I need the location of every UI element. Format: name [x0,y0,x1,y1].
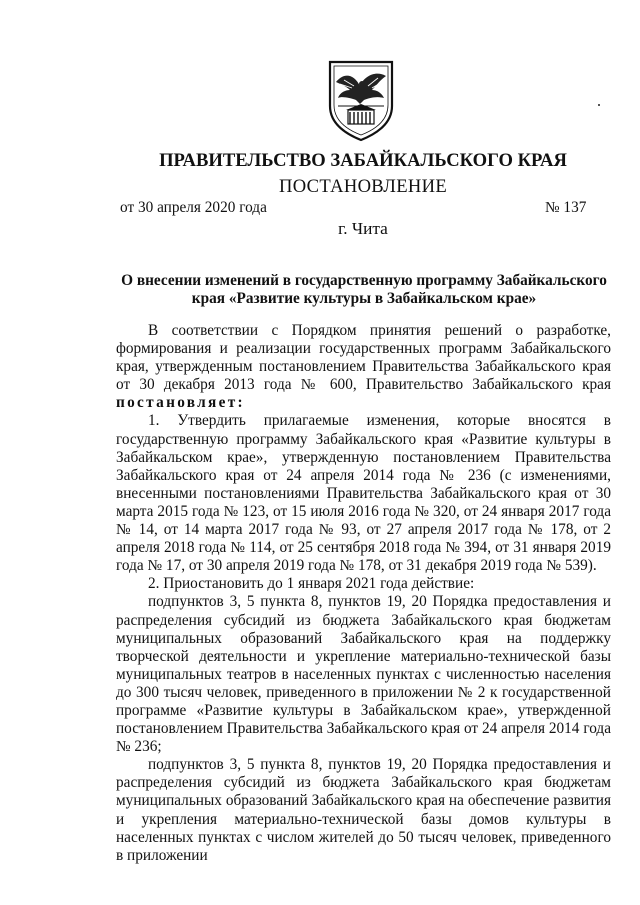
document-body [116,322,611,865]
document-city: г. Чита [338,219,388,238]
preamble-text: В соответствии с Порядком принятия решений о разработке, формирования и реализации государственных программ Забайкальского края, утвержденным постановлением Правительства Забайкальского края от 30 декабря 2013 года № 600, Правительство Забайкальского края [116,322,611,394]
item-2-paragraph: 2. Приостановить до 1 января 2021 года действие: [148,575,475,593]
item-1-paragraph: 1. Утвердить прилагаемые изменения, которые вносятся в государственную программу Забайкальского края «Развитие культуры в Забайкальском крае», утвержденную постановлением Правительства Забайкальского края от 24 апреля 2014 года № 236 (с изменениями, внесенными постановлениями Правительства Забайкальского края от 30 марта 2015 года № 123, от 15 июля 2016 года № 320, от 24 января 2017 года № 14, от 14 марта 2017 года № 93, от 27 апреля 2017 года № 178, от 2 апреля 2018 года № 114, от 25 сентября 2018 года № 394, от 31 января 2019 года № 17, от 30 апреля 2019 года № 178, от 31 декабря 2019 года № 539). [116,412,611,575]
subitem-2-paragraph: подпунктов 3, 5 пункта 8, пунктов 19, 20 Порядка предоставления и распределения субсидий из бюджета Забайкальского края бюджетам муниципальных образований Забайкальского края на обеспечение развития и укрепления материально-технической базы домов культуры в населенных пунктах с числом жителей до 50 тысяч человек, приведенного в приложении [116,756,611,864]
subitem-1-paragraph: подпунктов 3, 5 пункта 8, пунктов 19, 20 Порядка предоставления и распределения субсидий из бюджета Забайкальского края бюджетам муниципальных образований Забайкальского края на поддержку творческой деятельности и укрепление материально-технической базы муниципальных театров в населенных пунктах с численностью населения до 300 тысяч человек, приведенного в приложении № 2 к государственной программе «Развитие культуры в Забайкальском крае», утвержденной постановлением Правительства Забайкальского края от 24 апреля 2014 года № 236; [116,593,611,756]
resolves-word: постановляет [116,394,238,412]
preamble-paragraph [116,322,611,412]
document-date: от 30 апреля 2020 года [120,199,267,216]
document-type: ПОСТАНОВЛЕНИЕ [279,176,447,197]
organization-name: ПРАВИТЕЛЬСТВО ЗАБАЙКАЛЬСКОГО КРАЯ [159,150,567,171]
document-title: О внесении изменений в государственную программу Забайкальского края «Развитие культуры в Забайкальском крае» [121,272,607,307]
scan-speck [598,104,600,106]
resolves-colon: : [237,394,245,412]
document-number: № 137 [545,199,587,216]
coat-of-arms-icon [326,60,396,142]
